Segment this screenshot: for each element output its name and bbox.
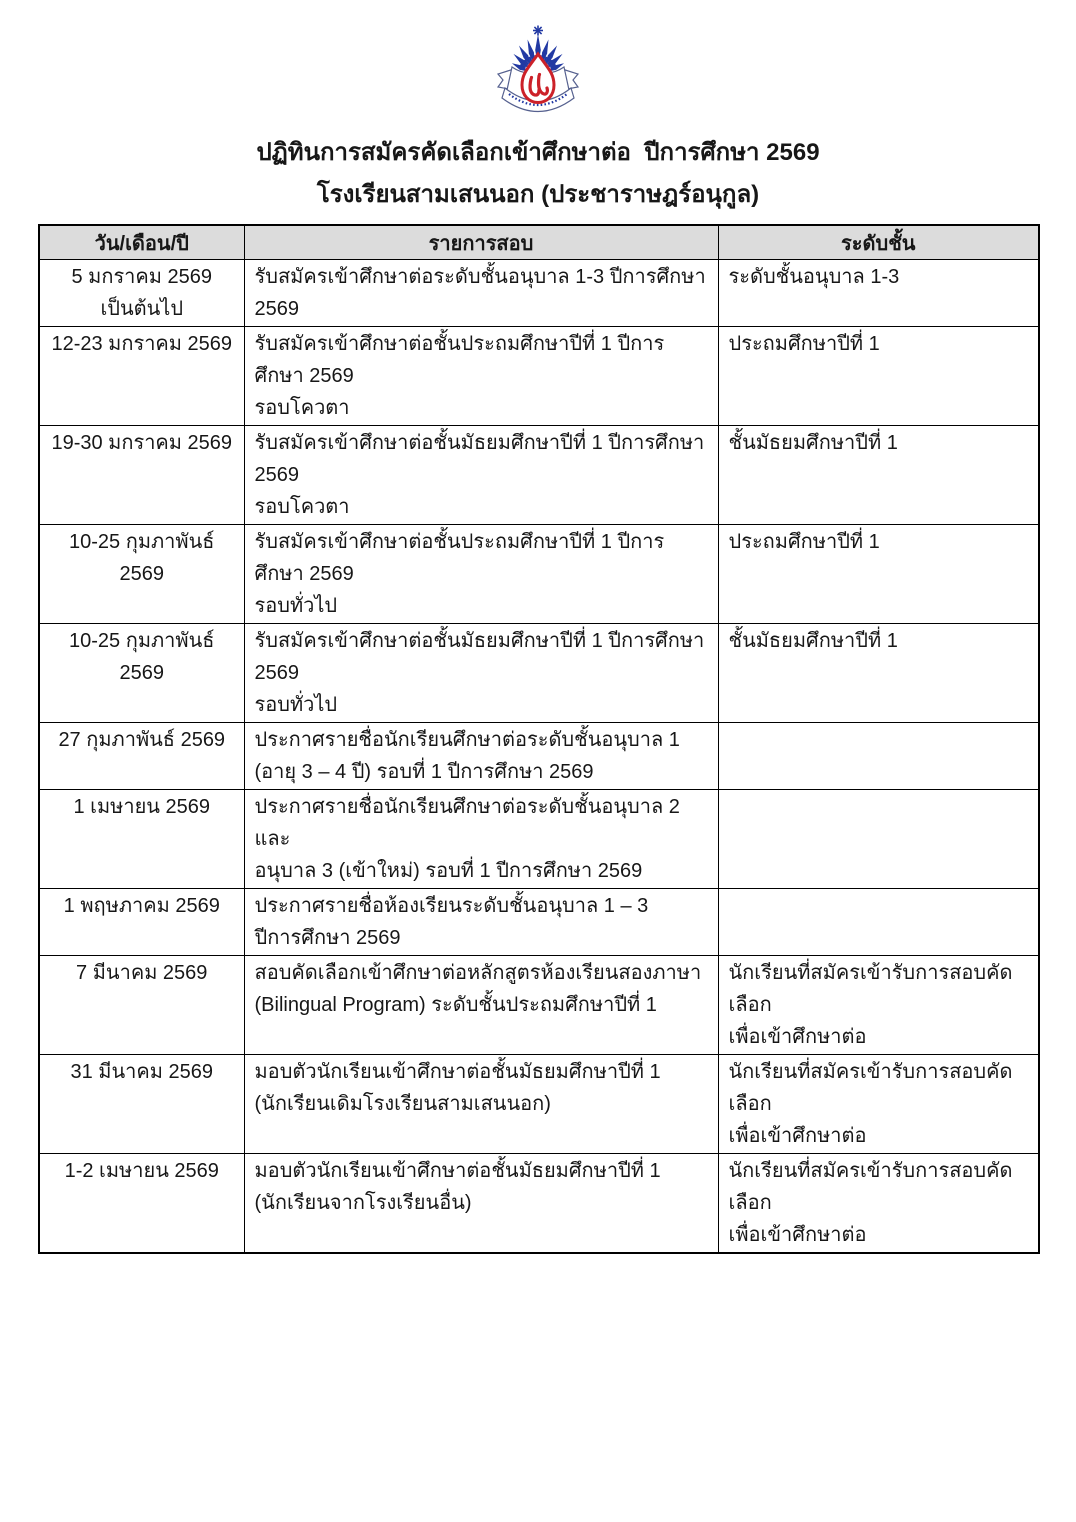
text-line: (Bilingual Program) ระดับชั้นประถมศึกษาปีที่ 1 bbox=[254, 994, 657, 1016]
date-cell bbox=[39, 790, 244, 889]
header-event: รายการสอบ bbox=[244, 225, 718, 260]
text-line: ประถมศึกษาปีที่ 1 bbox=[728, 531, 880, 553]
text-line: นักเรียนที่สมัครเข้ารับการสอบคัดเลือก bbox=[728, 962, 1013, 1016]
admission-calendar-table bbox=[38, 224, 1040, 1254]
event-cell bbox=[244, 723, 718, 790]
text-line: รอบโควตา bbox=[254, 496, 350, 518]
text-line: เพื่อเข้าศึกษาต่อ bbox=[728, 1026, 867, 1048]
table-row bbox=[39, 1154, 1039, 1254]
text-line: นักเรียนที่สมัครเข้ารับการสอบคัดเลือก bbox=[728, 1160, 1013, 1214]
table-row bbox=[39, 889, 1039, 956]
text-line: รอบทั่วไป bbox=[254, 694, 338, 716]
table-row bbox=[39, 790, 1039, 889]
table-header-row bbox=[39, 225, 1039, 260]
date-cell bbox=[39, 426, 244, 525]
school-logo bbox=[487, 24, 589, 134]
date-cell bbox=[39, 1154, 244, 1254]
table-row bbox=[39, 624, 1039, 723]
date-cell bbox=[39, 723, 244, 790]
page-title: ปฏิทินการสมัครคัดเลือกเข้าศึกษาต่อ ปีการศึกษา 2569 bbox=[256, 139, 820, 166]
text-line: เพื่อเข้าศึกษาต่อ bbox=[728, 1125, 867, 1147]
text-line: รอบทั่วไป bbox=[254, 595, 338, 617]
text-line: 1-2 เมษายน 2569 bbox=[64, 1160, 219, 1182]
text-line: รอบโควตา bbox=[254, 397, 350, 419]
header-level: ระดับชั้น bbox=[718, 225, 1039, 260]
event-cell bbox=[244, 1154, 718, 1254]
level-cell bbox=[718, 790, 1039, 889]
text-line: 5 มกราคม 2569 bbox=[71, 266, 213, 288]
text-line: 1 พฤษภาคม 2569 bbox=[63, 895, 220, 917]
level-cell bbox=[718, 327, 1039, 426]
level-cell bbox=[718, 723, 1039, 790]
event-cell bbox=[244, 525, 718, 624]
text-line: ระดับชั้นอนุบาล 1-3 bbox=[728, 266, 900, 288]
text-line: ปีการศึกษา 2569 bbox=[254, 927, 401, 949]
event-cell bbox=[244, 327, 718, 426]
text-line: ประกาศรายชื่อนักเรียนศึกษาต่อระดับชั้นอนุบาล 1 bbox=[254, 729, 680, 751]
school-crest-icon bbox=[487, 24, 589, 134]
text-line: 12-23 มกราคม 2569 bbox=[51, 333, 233, 355]
text-line: 7 มีนาคม 2569 bbox=[76, 962, 208, 984]
table-row bbox=[39, 260, 1039, 327]
table-row bbox=[39, 723, 1039, 790]
event-cell bbox=[244, 426, 718, 525]
text-line: 10-25 กุมภาพันธ์ 2569 bbox=[69, 531, 221, 585]
text-line: ชั้นมัธยมศึกษาปีที่ 1 bbox=[728, 630, 898, 652]
table-row bbox=[39, 327, 1039, 426]
event-cell bbox=[244, 889, 718, 956]
level-cell bbox=[718, 1154, 1039, 1254]
date-cell bbox=[39, 260, 244, 327]
level-cell bbox=[718, 1055, 1039, 1154]
event-cell bbox=[244, 1055, 718, 1154]
text-line: 27 กุมภาพันธ์ 2569 bbox=[58, 729, 226, 751]
table-row bbox=[39, 426, 1039, 525]
text-line: ประกาศรายชื่อห้องเรียนระดับชั้นอนุบาล 1 – 3 bbox=[254, 895, 649, 917]
event-cell bbox=[244, 956, 718, 1055]
text-line: เป็นต้นไป bbox=[100, 298, 184, 320]
text-line: (อายุ 3 – 4 ปี) รอบที่ 1 ปีการศึกษา 2569 bbox=[254, 761, 594, 783]
text-line: เพื่อเข้าศึกษาต่อ bbox=[728, 1224, 867, 1246]
text-line: ประกาศรายชื่อนักเรียนศึกษาต่อระดับชั้นอนุบาล 2 และ bbox=[254, 796, 686, 850]
text-line: 1 เมษายน 2569 bbox=[73, 796, 211, 818]
table-row bbox=[39, 1055, 1039, 1154]
date-cell bbox=[39, 889, 244, 956]
date-cell bbox=[39, 956, 244, 1055]
level-cell bbox=[718, 525, 1039, 624]
text-line: (นักเรียนจากโรงเรียนอื่น) bbox=[254, 1192, 472, 1214]
text-line: รับสมัครเข้าศึกษาต่อชั้นประถมศึกษาปีที่ 1 ปีการศึกษา 2569 bbox=[254, 333, 665, 387]
level-cell bbox=[718, 624, 1039, 723]
event-cell bbox=[244, 260, 718, 327]
text-line: มอบตัวนักเรียนเข้าศึกษาต่อชั้นมัธยมศึกษาปีที่ 1 bbox=[254, 1160, 661, 1182]
text-line: 31 มีนาคม 2569 bbox=[70, 1061, 213, 1083]
event-cell bbox=[244, 624, 718, 723]
text-line: รับสมัครเข้าศึกษาต่อชั้นประถมศึกษาปีที่ 1 ปีการศึกษา 2569 bbox=[254, 531, 665, 585]
text-line: สอบคัดเลือกเข้าศึกษาต่อหลักสูตรห้องเรียนสองภาษา bbox=[254, 962, 702, 984]
text-line: 19-30 มกราคม 2569 bbox=[51, 432, 233, 454]
date-cell bbox=[39, 1055, 244, 1154]
table-row bbox=[39, 525, 1039, 624]
text-line: (นักเรียนเดิมโรงเรียนสามเสนนอก) bbox=[254, 1093, 551, 1115]
text-line: ชั้นมัธยมศึกษาปีที่ 1 bbox=[728, 432, 898, 454]
event-cell bbox=[244, 790, 718, 889]
text-line: อนุบาล 3 (เข้าใหม่) รอบที่ 1 ปีการศึกษา 2569 bbox=[254, 860, 643, 882]
text-line: รับสมัครเข้าศึกษาต่อระดับชั้นอนุบาล 1-3 ปีการศึกษา 2569 bbox=[254, 266, 712, 320]
page-subtitle: โรงเรียนสามเสนนอก (ประชาราษฎร์อนุกูล) bbox=[316, 181, 760, 208]
table-body bbox=[39, 260, 1039, 1254]
text-line: 10-25 กุมภาพันธ์ 2569 bbox=[69, 630, 221, 684]
table-row bbox=[39, 956, 1039, 1055]
text-line: รับสมัครเข้าศึกษาต่อชั้นมัธยมศึกษาปีที่ 1 ปีการศึกษา 2569 bbox=[254, 432, 710, 486]
date-cell bbox=[39, 525, 244, 624]
text-line: ประถมศึกษาปีที่ 1 bbox=[728, 333, 880, 355]
date-cell bbox=[39, 327, 244, 426]
level-cell bbox=[718, 260, 1039, 327]
text-line: รับสมัครเข้าศึกษาต่อชั้นมัธยมศึกษาปีที่ 1 ปีการศึกษา 2569 bbox=[254, 630, 710, 684]
date-cell bbox=[39, 624, 244, 723]
level-cell bbox=[718, 889, 1039, 956]
text-line: นักเรียนที่สมัครเข้ารับการสอบคัดเลือก bbox=[728, 1061, 1013, 1115]
header-date: วัน/เดือน/ปี bbox=[39, 225, 244, 260]
level-cell bbox=[718, 956, 1039, 1055]
text-line: มอบตัวนักเรียนเข้าศึกษาต่อชั้นมัธยมศึกษาปีที่ 1 bbox=[254, 1061, 661, 1083]
level-cell bbox=[718, 426, 1039, 525]
